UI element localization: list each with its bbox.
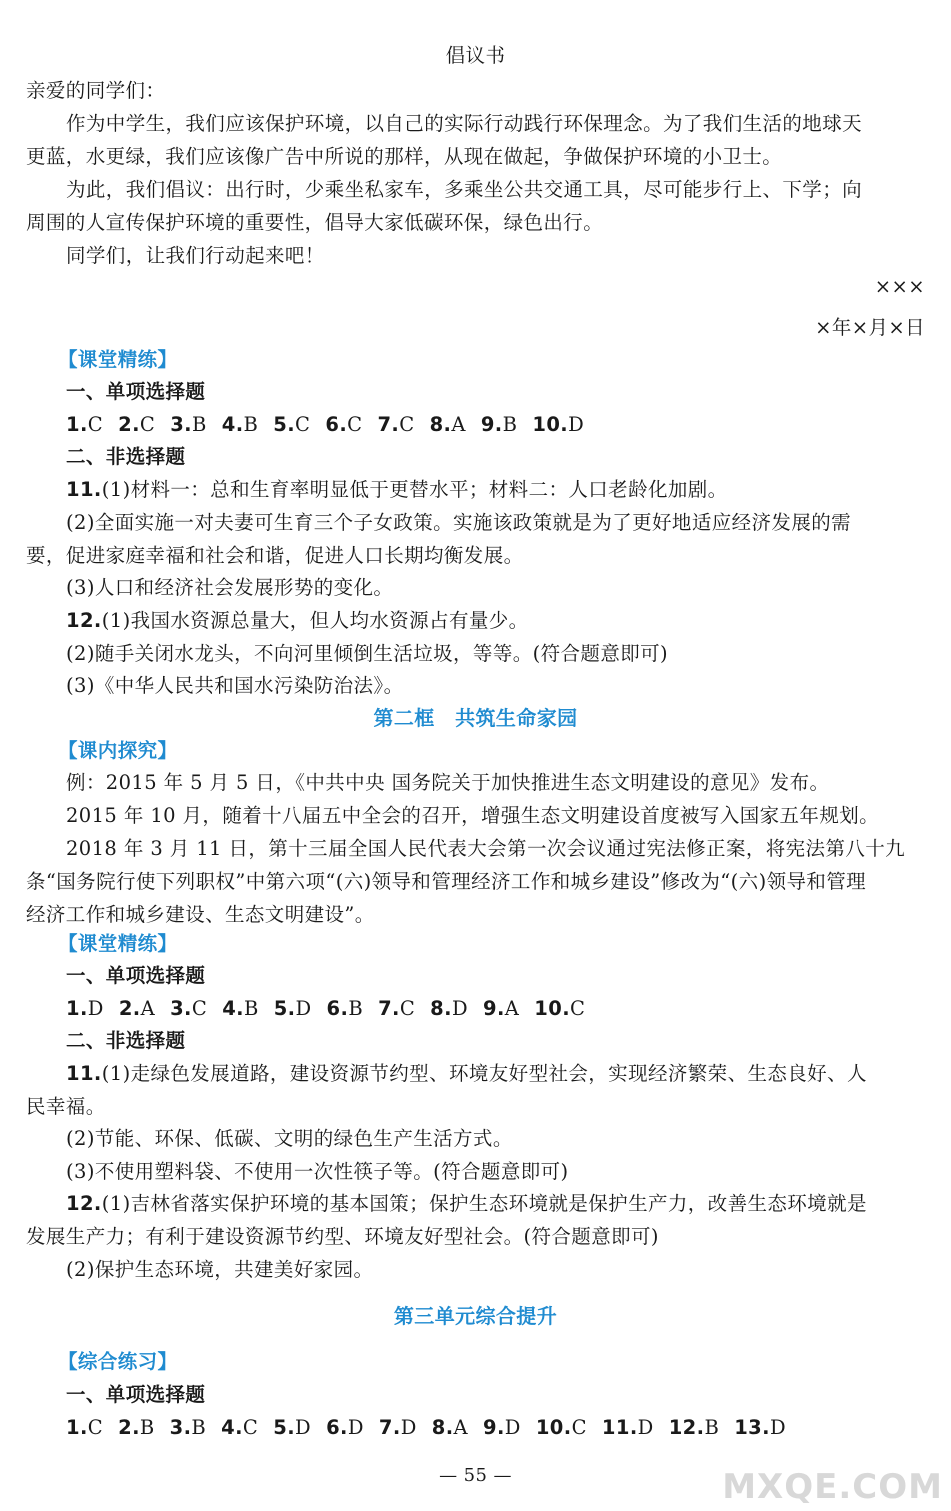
answer-number: 11. bbox=[601, 1416, 638, 1439]
question-number: 12. bbox=[66, 609, 102, 632]
answer-number: 12. bbox=[668, 1416, 705, 1439]
answer-line: (3)人口和经济社会发展形势的变化。 bbox=[66, 576, 394, 599]
answer-text: (1)走绿色发展道路，建设资源节约型、环境友好型社会，实现经济繁荣、生态良好、人 bbox=[101, 1062, 867, 1085]
watermark: MXQE.COM bbox=[722, 1467, 943, 1507]
question-number: 12. bbox=[66, 1192, 102, 1215]
answer-item bbox=[170, 411, 207, 439]
proposal-paragraph-3: 同学们，让我们行动起来吧！ bbox=[66, 244, 325, 267]
example-line: 2018 年 3 月 11 日，第十三届全国人民代表大会第一次会议通过宪法修正案，将宪法第八十九 bbox=[66, 837, 906, 860]
answer-number: 10. bbox=[534, 997, 571, 1020]
answer-letter: C bbox=[87, 1416, 104, 1439]
example-line: 条“国务院行使下列职权”中第六项“(六)领导和管理经济工作和城乡建设”修改为“(六)领导和管理 bbox=[26, 870, 867, 893]
example-line: 经济工作和城乡建设、生态文明建设”。 bbox=[26, 903, 375, 926]
answer-letter: D bbox=[400, 1416, 417, 1439]
proposal-paragraph-2-line-1: 为此，我们倡议：出行时，少乘坐私家车，多乘坐公共交通工具，尽可能步行上、下学；向 bbox=[66, 178, 863, 201]
date: ×年×月×日 bbox=[815, 316, 925, 339]
answer-letter: B bbox=[704, 1416, 720, 1439]
answer-letter: D bbox=[347, 1416, 364, 1439]
example-line: 例：2015 年 5 月 5 日，《中共中央 国务院关于加快推进生态文明建设的意见》发布。 bbox=[66, 771, 830, 794]
answer-number: 8. bbox=[431, 1416, 454, 1439]
answer-line: (2)全面实施一对夫妻可生育三个子女政策。实施该政策就是为了更好地适应经济发展的需 bbox=[66, 511, 852, 534]
answer-item bbox=[66, 1414, 103, 1442]
answer-letter: C bbox=[399, 997, 416, 1020]
question-11 bbox=[66, 476, 728, 504]
answer-letter: B bbox=[191, 1416, 207, 1439]
answer-line: (2)保护生态环境，共建美好家园。 bbox=[66, 1258, 374, 1281]
proposal-title: 倡议书 bbox=[445, 44, 506, 67]
answer-line: (2)节能、环保、低碳、文明的绿色生产生活方式。 bbox=[66, 1127, 513, 1150]
answer-letter: B bbox=[192, 413, 207, 436]
question-number: 11. bbox=[66, 1062, 102, 1085]
question-number: 11. bbox=[66, 478, 102, 501]
answer-item bbox=[66, 411, 103, 439]
answer-item bbox=[430, 995, 468, 1023]
answer-item bbox=[118, 411, 155, 439]
answer-letter: B bbox=[502, 413, 518, 436]
answer-number: 3. bbox=[169, 1416, 192, 1439]
question-11 bbox=[66, 1060, 867, 1088]
heading-single-choice: 一、单项选择题 bbox=[66, 964, 206, 987]
answer-number: 5. bbox=[273, 413, 296, 436]
answer-number: 6. bbox=[325, 413, 348, 436]
section-title-2: 第二框 共筑生命家园 bbox=[373, 706, 578, 730]
answer-number: 1. bbox=[66, 1416, 88, 1439]
answer-letter: C bbox=[295, 413, 311, 436]
answer-item bbox=[222, 411, 259, 439]
signature: ××× bbox=[874, 275, 925, 298]
answer-letter: D bbox=[295, 997, 312, 1020]
answer-number: 13. bbox=[734, 1416, 770, 1439]
answer-item bbox=[274, 995, 312, 1023]
answer-list bbox=[66, 995, 600, 1023]
answer-letter: A bbox=[451, 413, 466, 436]
answer-number: 1. bbox=[66, 997, 88, 1020]
answer-list bbox=[66, 411, 599, 439]
answer-number: 2. bbox=[118, 1416, 140, 1439]
answer-letter: D bbox=[769, 1416, 786, 1439]
section-tag-comprehensive: 【综合练习】 bbox=[58, 1350, 178, 1373]
answer-text: (1)吉林省落实保护环境的基本国策；保护生态环境就是保护生产力，改善生态环境就是 bbox=[101, 1192, 867, 1215]
answer-line: 要，促进家庭幸福和社会和谐，促进人口长期均衡发展。 bbox=[26, 544, 524, 567]
answer-letter: C bbox=[399, 413, 415, 436]
answer-item bbox=[536, 1414, 587, 1442]
answer-item bbox=[377, 411, 414, 439]
answer-letter: C bbox=[242, 1416, 259, 1439]
answer-item bbox=[327, 995, 364, 1023]
answer-item bbox=[273, 1414, 311, 1442]
answer-number: 9. bbox=[483, 997, 505, 1020]
heading-non-choice: 二、非选择题 bbox=[66, 1029, 186, 1052]
answer-item bbox=[532, 411, 584, 439]
proposal-paragraph-1-line-2: 更蓝，水更绿，我们应该像广告中所说的那样，从现在做起，争做保护环境的小卫士。 bbox=[26, 145, 783, 168]
answer-number: 1. bbox=[66, 413, 88, 436]
answer-item bbox=[534, 995, 585, 1023]
answer-number: 7. bbox=[378, 997, 400, 1020]
answer-number: 4. bbox=[222, 997, 244, 1020]
answer-letter: B bbox=[243, 997, 259, 1020]
answer-number: 4. bbox=[221, 413, 244, 436]
answer-item bbox=[222, 995, 259, 1023]
answer-line: 民幸福。 bbox=[26, 1095, 106, 1118]
answer-line: (3)不使用塑料袋、不使用一次性筷子等。(符合题意即可) bbox=[66, 1160, 569, 1183]
section-tag-practice: 【课堂精练】 bbox=[58, 932, 178, 955]
answer-letter: D bbox=[637, 1416, 654, 1439]
answer-item bbox=[326, 1414, 364, 1442]
answer-letter: D bbox=[295, 1416, 312, 1439]
answer-number: 8. bbox=[429, 413, 452, 436]
answer-item bbox=[66, 995, 104, 1023]
answer-number: 6. bbox=[326, 1416, 348, 1439]
answer-letter: A bbox=[140, 997, 156, 1020]
answer-number: 3. bbox=[170, 413, 192, 436]
answer-text: (1)我国水资源总量大，但人均水资源占有量少。 bbox=[101, 609, 529, 632]
answer-letter: B bbox=[348, 997, 364, 1020]
answer-letter: A bbox=[453, 1416, 468, 1439]
answer-letter: C bbox=[191, 997, 208, 1020]
question-12 bbox=[66, 1190, 867, 1218]
answer-number: 5. bbox=[273, 997, 296, 1020]
answer-letter: C bbox=[570, 997, 586, 1020]
answer-number: 10. bbox=[535, 1416, 572, 1439]
answer-item bbox=[669, 1414, 719, 1442]
answer-letter: B bbox=[243, 413, 259, 436]
heading-single-choice: 一、单项选择题 bbox=[66, 1383, 206, 1406]
answer-letter: D bbox=[568, 413, 585, 436]
answer-item bbox=[325, 411, 362, 439]
section-title-3: 第三单元综合提升 bbox=[393, 1304, 558, 1328]
answer-text: (1)材料一：总和生育率明显低于更替水平；材料二：人口老龄化加剧。 bbox=[101, 478, 728, 501]
heading-single-choice: 一、单项选择题 bbox=[66, 380, 206, 403]
section-tag-practice: 【课堂精练】 bbox=[58, 348, 178, 371]
answer-item bbox=[734, 1414, 786, 1442]
answer-number: 7. bbox=[378, 1416, 401, 1439]
answer-letter: D bbox=[451, 997, 468, 1020]
answer-line: 发展生产力；有利于建设资源节约型、环境友好型社会。(符合题意即可) bbox=[26, 1225, 659, 1248]
answer-number: 2. bbox=[118, 413, 140, 436]
example-line: 2015 年 10 月，随着十八届五中全会的召开，增强生态文明建设首度被写入国家五年规划。 bbox=[66, 804, 880, 827]
answer-line: (2)随手关闭水龙头，不向河里倾倒生活垃圾，等等。(符合题意即可) bbox=[66, 642, 669, 665]
answer-letter: D bbox=[504, 1416, 521, 1439]
page-number: — 55 — bbox=[439, 1465, 512, 1486]
answer-item bbox=[481, 411, 518, 439]
answer-letter: C bbox=[571, 1416, 587, 1439]
answer-number: 7. bbox=[377, 413, 400, 436]
answer-item bbox=[432, 1414, 468, 1442]
answer-item bbox=[430, 411, 466, 439]
answer-number: 6. bbox=[326, 997, 349, 1020]
heading-non-choice: 二、非选择题 bbox=[66, 445, 186, 468]
answer-letter: C bbox=[347, 413, 363, 436]
answer-number: 2. bbox=[118, 997, 141, 1020]
answer-item bbox=[379, 1414, 417, 1442]
answer-number: 3. bbox=[170, 997, 192, 1020]
answer-letter: C bbox=[139, 413, 156, 436]
answer-letter: B bbox=[139, 1416, 155, 1439]
answer-number: 8. bbox=[430, 997, 452, 1020]
answer-item bbox=[602, 1414, 654, 1442]
answer-number: 9. bbox=[483, 1416, 505, 1439]
answer-number: 5. bbox=[273, 1416, 296, 1439]
answer-item bbox=[118, 1414, 155, 1442]
answer-line: (3)《中华人民共和国水污染防治法》。 bbox=[66, 674, 404, 697]
answer-letter: C bbox=[87, 413, 104, 436]
question-12 bbox=[66, 607, 529, 635]
answer-item bbox=[119, 995, 155, 1023]
salutation: 亲爱的同学们： bbox=[26, 79, 166, 102]
answer-list bbox=[66, 1414, 801, 1442]
answer-number: 4. bbox=[221, 1416, 243, 1439]
answer-item bbox=[483, 995, 519, 1023]
answer-item bbox=[483, 1414, 521, 1442]
proposal-paragraph-1-line-1: 作为中学生，我们应该保护环境，以自己的实际行动践行环保理念。为了我们生活的地球天 bbox=[66, 112, 863, 135]
section-tag-explore: 【课内探究】 bbox=[58, 739, 178, 762]
answer-item bbox=[221, 1414, 258, 1442]
answer-number: 10. bbox=[532, 413, 569, 436]
answer-item bbox=[378, 995, 415, 1023]
answer-item bbox=[273, 411, 310, 439]
answer-letter: A bbox=[504, 997, 520, 1020]
answer-number: 9. bbox=[480, 413, 503, 436]
answer-letter: D bbox=[87, 997, 104, 1020]
proposal-paragraph-2-line-2: 周围的人宣传保护环境的重要性，倡导大家低碳环保，绿色出行。 bbox=[26, 211, 604, 234]
answer-item bbox=[170, 995, 207, 1023]
answer-item bbox=[170, 1414, 207, 1442]
